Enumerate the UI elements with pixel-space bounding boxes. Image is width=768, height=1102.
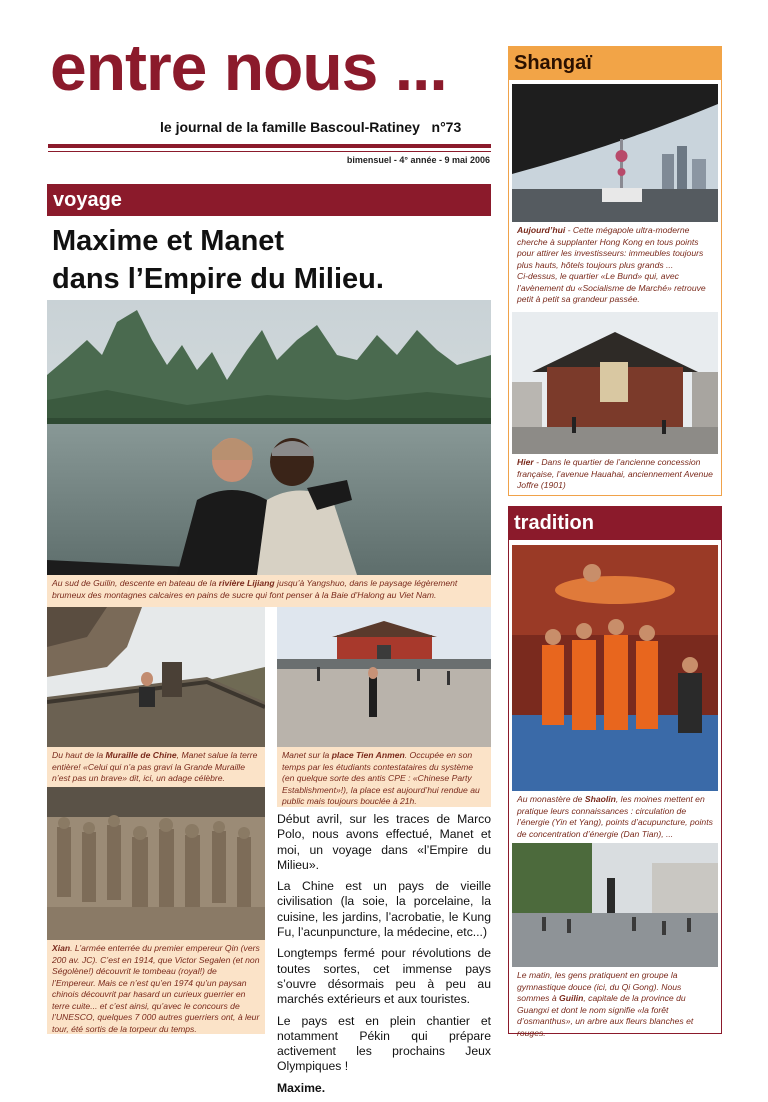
edition-line: bimensuel - 4° année - 9 mai 2006: [346, 155, 490, 165]
caption-shaolin: Au monastère de Shaolin, les moines mettent en pratique leurs connaissances : circulation de l’énergie (Yin et Yang), points d’acupuncture, points de concentration d’énergie (Dan Tian), ...: [512, 791, 718, 839]
caption-lijiang-place: rivière Lijiang: [218, 578, 275, 588]
photo-shaolin-monks: [512, 545, 718, 791]
caption-shanghai-yesterday: Hier - Dans le quartier de l’ancienne concession française, l’avenue Hauahai, anciennement Avenue Joffre (1901): [512, 454, 718, 492]
article-body: [277, 812, 491, 1102]
caption-shaolin-place: Shaolin: [584, 794, 616, 804]
section-shangai-label: Shangaï: [514, 52, 592, 74]
article-paragraph-4: Le pays est en plein chantier et notamment Pékin qui prépare activement les prochains Jeux Olympiques !: [277, 1013, 491, 1074]
section-shangai-bar: [508, 46, 722, 80]
caption-xian: Xian. L’armée enterrée du premier empereur Qin (vers 200 av. JC). C’est en 1914, que Victor Segalen (et non Ségolène!) découvrit le tombeau (royal!) de l’Empereur. Mais ce n’est qu’en 1974 qu’un paysan chinois découvrit par hasard un curieux guerrier en terre cuite... et c’est ainsi, qu’avec le concours de l’UNESCO, quelques 7 000 autres guerriers ont, à leur tour, été sortis de la torpeur du temps.: [47, 940, 265, 1034]
headline-line-1: Maxime et Manet: [52, 225, 285, 257]
caption-xian-place: Xian: [52, 943, 71, 953]
section-tradition-bar: [508, 506, 722, 540]
article-signature: Maxime.: [277, 1080, 326, 1095]
caption-great-wall: Du haut de la Muraille de Chine, Manet salue la terre entière! «Celui qui n’a pas gravi la Grande Muraille n’est pas un brave» dit, ici, un adage célèbre.: [47, 747, 265, 787]
masthead-title: entre nous ...: [50, 30, 447, 104]
article-headline: [52, 222, 384, 298]
caption-qigong: Le matin, les gens pratiquent en groupe la gymnastique douce (ici, du Qi Gong). Nous sommes à Guilin, capitale de la province du Guangxi et dont le nom signifie «la forêt d’osmanthus», un arbre aux fleurs blanches et rouges.: [512, 967, 718, 1031]
masthead-rule-thin: [48, 151, 491, 152]
photo-shanghai-bund: [512, 84, 718, 222]
photo-qigong-guilin: [512, 843, 718, 967]
caption-yesterday-label: Hier: [517, 457, 534, 467]
caption-shanghai-today: Aujourd’hui - Cette mégapole ultra-moderne cherche à supplanter Hong Kong en tous points pour attirer les investisseurs: immeubles toujours plus hauts, hôtels toujours plus grands ... Ci-dessus, le quartier «Le Bund» qui, avec l’avènement du «Socialisme de Marché» retrouve petit à petit sa grandeur passée.: [512, 222, 718, 306]
section-tradition-label: tradition: [514, 512, 594, 534]
masthead-rule: [48, 144, 491, 148]
photo-tiananmen: [277, 607, 491, 747]
caption-tiananmen: Manet sur la place Tien Anmen. Occupée en son temps par les étudiants contestataires du système (en quelque sorte des antis CPE : «Chinese Party Establishment»!), la place est aujourd’hui rendue au public mais toujours bouclée à 21h.: [277, 747, 491, 807]
caption-today-label: Aujourd’hui: [517, 225, 566, 235]
headline-line-2: dans l’Empire du Milieu.: [52, 263, 384, 295]
photo-terracotta-army: [47, 787, 265, 940]
caption-tiananmen-place: place Tien Anmen: [331, 750, 405, 760]
photo-shanghai-old-street: [512, 312, 718, 454]
caption-qigong-place: Guilin: [559, 993, 584, 1003]
article-paragraph-3: Longtemps fermé pour révolutions de toutes sortes, cet immense pays s’ouvre désormais peu à peu au marchés extérieurs et aux touristes.: [277, 946, 491, 1007]
caption-great-wall-place: Muraille de Chine: [105, 750, 177, 760]
section-voyage-label: voyage: [53, 189, 122, 211]
masthead-subtitle: le journal de la famille Bascoul-Ratiney n°73: [160, 119, 462, 135]
article-paragraph-2: La Chine est un pays de vieille civilisation (la soie, la porcelaine, la cuisine, les jardins, l’acrobatie, le Kung Fu, l’acunpuncture, la médecine, etc...): [277, 879, 491, 940]
article-paragraph-1: Début avril, sur les traces de Marco Polo, nous avons effectué, Manet et moi, un voyage dans «l’Empire du Milieu».: [277, 812, 491, 872]
section-voyage-bar: [47, 184, 491, 216]
caption-lijiang: Au sud de Guilin, descente en bateau de la rivière Lijiang jusqu’à Yangshuo, dans le paysage légèrement brumeux des montagnes calcaires en pains de sucre qui font penser à la Baie d’Halong au Viet Nam.: [47, 575, 491, 607]
photo-lijiang-river: [47, 300, 491, 575]
photo-great-wall: [47, 607, 265, 747]
